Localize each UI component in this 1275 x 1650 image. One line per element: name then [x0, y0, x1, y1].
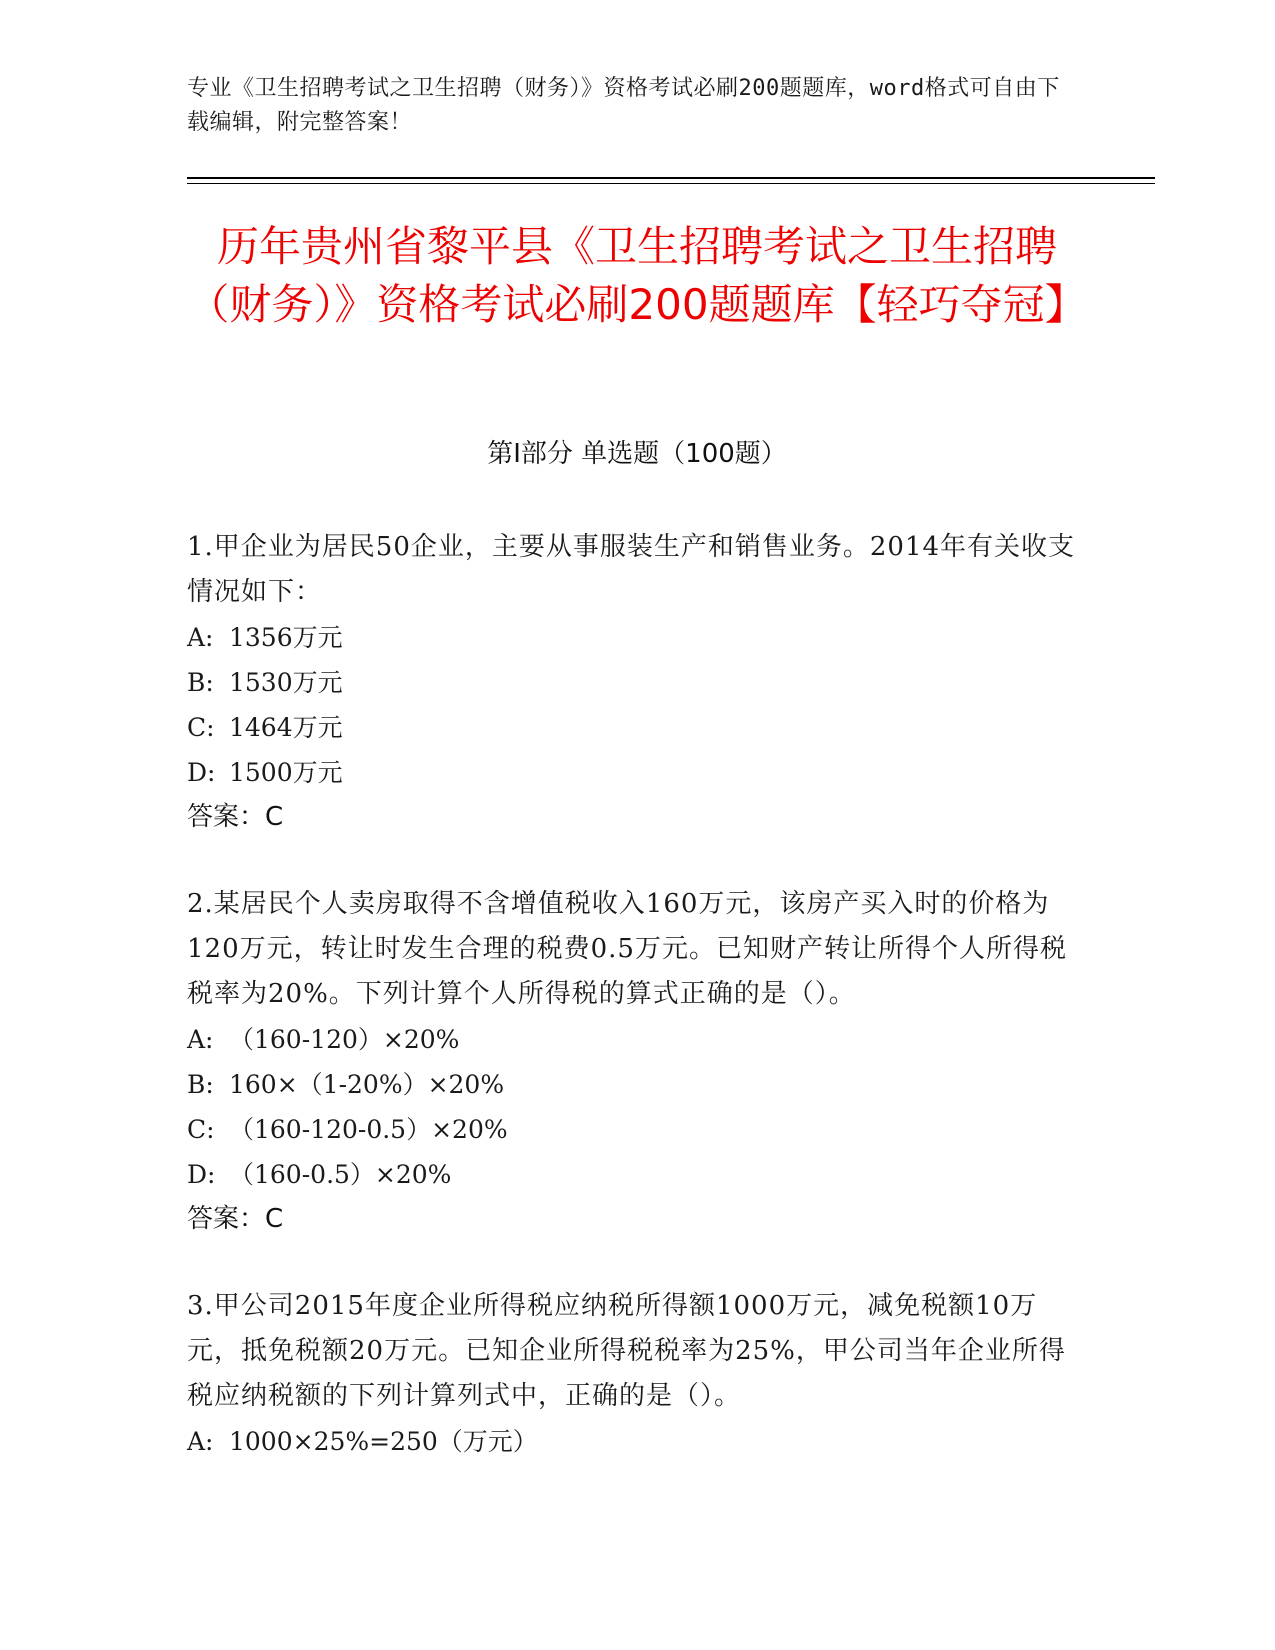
option-text: 160×（1-20%）×20% [229, 1070, 505, 1099]
question-stem: 2.某居民个人卖房取得不含增值税收入160万元，该房产买入时的价格为120万元，转让时发生合理的税费0.5万元。已知财产转让所得个人所得税税率为20%。下列计算个人所得税的算式正确的是（）。 [187, 889, 1067, 1009]
option-text: 1500万元 [229, 758, 343, 787]
option-letter: C: [187, 713, 215, 742]
option-d [187, 750, 1087, 795]
question-1 [187, 525, 1087, 840]
question-3 [187, 1284, 1087, 1464]
option-letter: A: [187, 623, 214, 652]
answer-line: 答案：C [187, 802, 284, 832]
option-text: 1464万元 [229, 713, 343, 742]
question-stem: 1.甲企业为居民50企业，主要从事服装生产和销售业务。2014年有关收支情况如下： [187, 532, 1076, 607]
option-d [187, 1152, 1087, 1197]
option-a [187, 1419, 1087, 1464]
option-a [187, 615, 1087, 660]
option-letter: A: [187, 1025, 214, 1054]
option-b [187, 1062, 1087, 1107]
option-text: 1000×25%=250（万元） [229, 1427, 538, 1456]
option-letter: B: [187, 668, 214, 697]
question-stem: 3.甲公司2015年度企业所得税应纳税所得额1000万元，减免税额10万元，抵免税额20万元。已知企业所得税税率为25%，甲公司当年企业所得税应纳税额的下列计算列式中，正确的是（）。 [187, 1291, 1066, 1411]
option-text: 1530万元 [229, 668, 343, 697]
header-divider-thin [187, 183, 1155, 184]
question-list [187, 525, 1087, 1506]
option-letter: C: [187, 1115, 215, 1144]
option-letter: D: [187, 758, 216, 787]
option-text: （160-0.5）×20% [229, 1160, 452, 1189]
option-letter: D: [187, 1160, 216, 1189]
header-note: 专业《卫生招聘考试之卫生招聘（财务）》资格考试必刷200题题库，word格式可自由下载编辑，附完整答案！ [187, 76, 1060, 135]
header-divider-thick [187, 177, 1155, 179]
option-c [187, 705, 1087, 750]
option-a [187, 1017, 1087, 1062]
option-b [187, 660, 1087, 705]
answer-line: 答案：C [187, 1204, 284, 1234]
option-text: （160-120-0.5）×20% [229, 1115, 508, 1144]
option-text: 1356万元 [229, 623, 343, 652]
option-letter: A: [187, 1427, 214, 1456]
section-heading: 第Ⅰ部分 单选题（100题） [487, 439, 787, 469]
option-text: （160-120）×20% [229, 1025, 460, 1054]
option-letter: B: [187, 1070, 214, 1099]
question-2 [187, 882, 1087, 1242]
document-title: 历年贵州省黎平县《卫生招聘考试之卫生招聘（财务）》资格考试必刷200题题库【轻巧夺冠】 [187, 222, 1087, 329]
option-c [187, 1107, 1087, 1152]
